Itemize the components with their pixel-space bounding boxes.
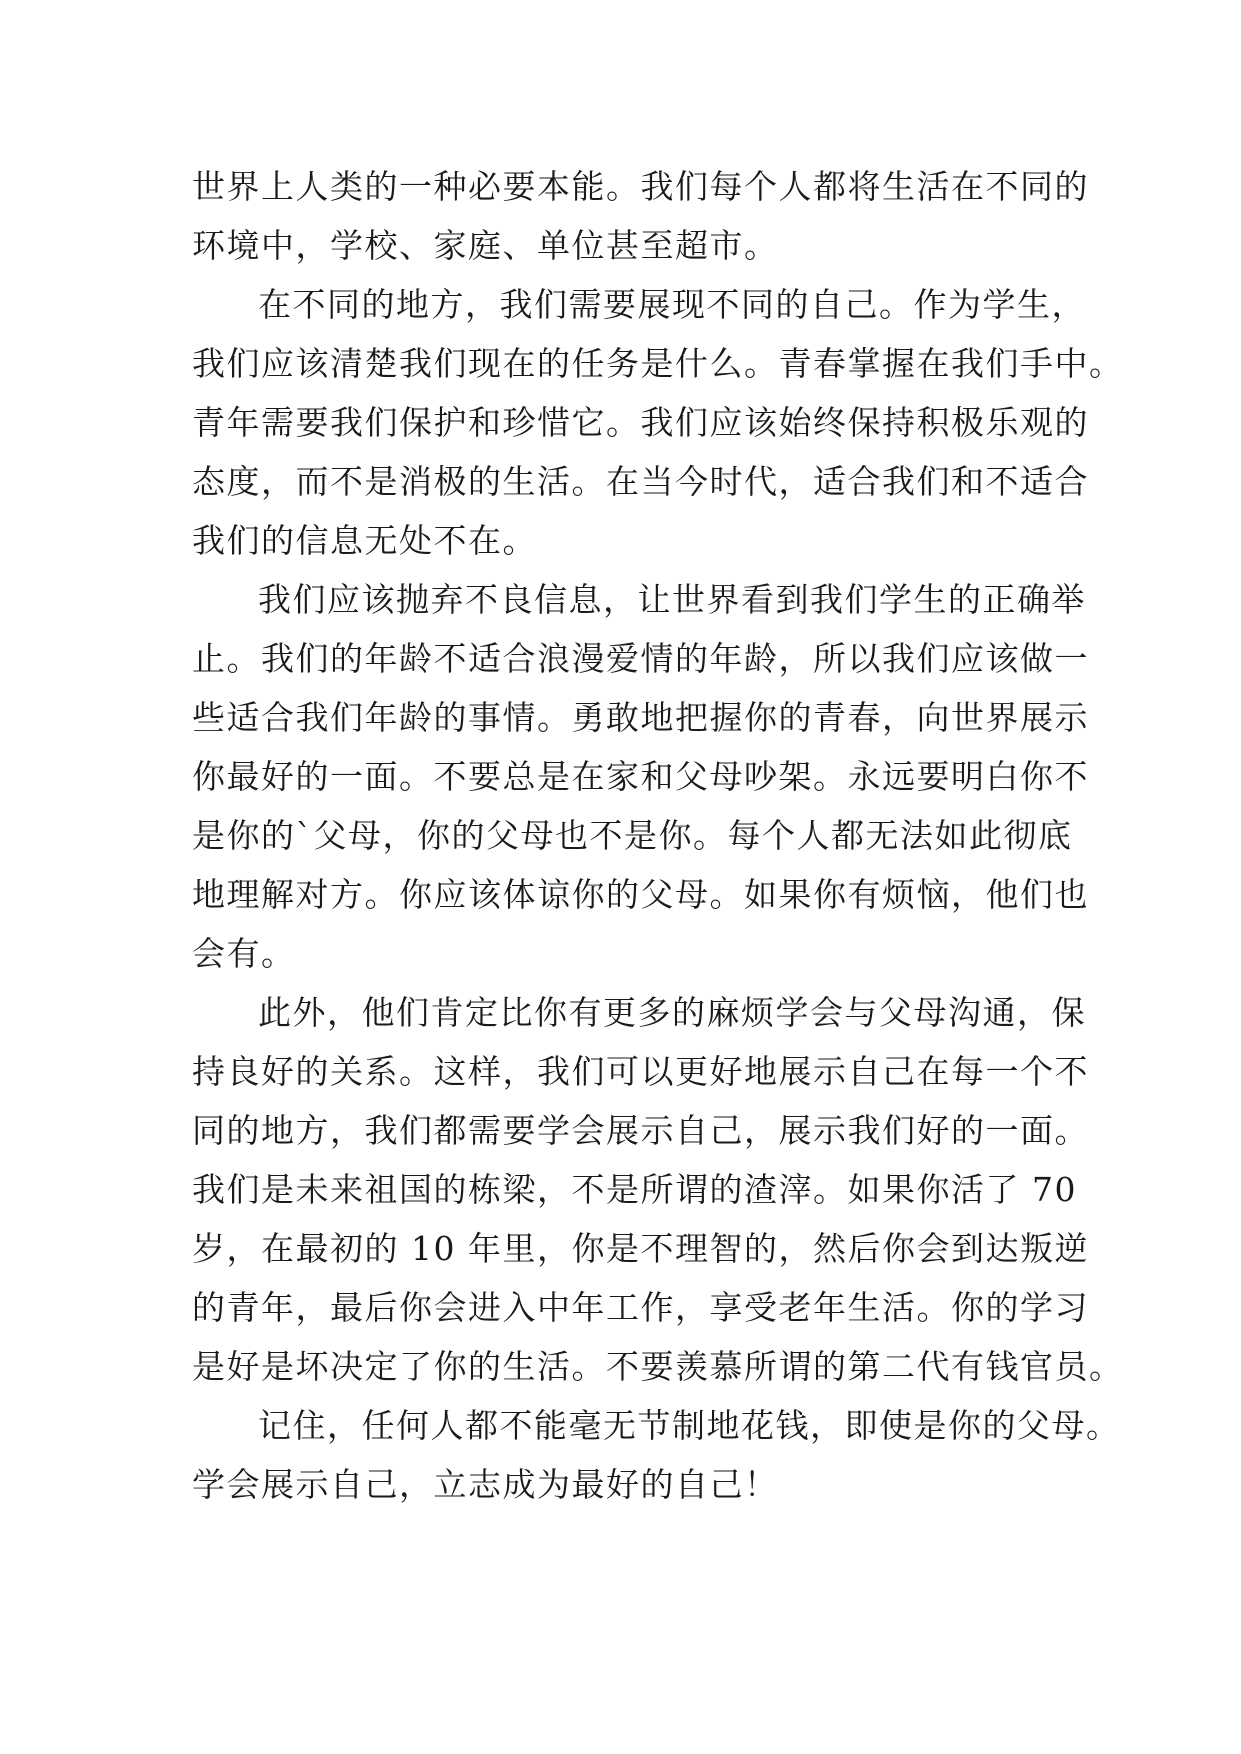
text-line: 是你的`父母，你的父母也不是你。每个人都无法如此彻底 bbox=[192, 816, 1073, 855]
text-line: 我们是未来祖国的栋梁，不是所谓的渣滓。如果你活了 70 bbox=[192, 1170, 1077, 1209]
text-line: 记住，任何人都不能毫无节制地花钱，即使是你的父母。 bbox=[258, 1406, 1121, 1445]
text-line: 些适合我们年龄的事情。勇敢地把握你的青春，向世界展示 bbox=[192, 698, 1089, 737]
text-line: 此外，他们肯定比你有更多的麻烦学会与父母沟通，保 bbox=[258, 993, 1086, 1032]
text-line: 持良好的关系。这样，我们可以更好地展示自己在每一个不 bbox=[192, 1052, 1089, 1091]
text-line: 地理解对方。你应该体谅你的父母。如果你有烦恼，他们也 bbox=[192, 875, 1089, 914]
text-line: 在不同的地方，我们需要展现不同的自己。作为学生， bbox=[258, 285, 1086, 324]
text-line: 世界上人类的一种必要本能。我们每个人都将生活在不同的 bbox=[192, 167, 1089, 206]
text-line: 我们应该抛弃不良信息，让世界看到我们学生的正确举 bbox=[258, 580, 1086, 619]
text-line: 环境中，学校、家庭、单位甚至超市。 bbox=[192, 226, 779, 265]
text-line: 青年需要我们保护和珍惜它。我们应该始终保持积极乐观的 bbox=[192, 403, 1089, 442]
text-line: 我们应该清楚我们现在的任务是什么。青春掌握在我们手中。 bbox=[192, 344, 1124, 383]
text-line: 的青年，最后你会进入中年工作，享受老年生活。你的学习 bbox=[192, 1288, 1089, 1327]
text-line: 学会展示自己，立志成为最好的自己！ bbox=[192, 1465, 779, 1504]
text-line: 同的地方，我们都需要学会展示自己，展示我们好的一面。 bbox=[192, 1111, 1089, 1150]
body-text bbox=[192, 157, 1124, 1514]
text-line: 我们的信息无处不在。 bbox=[192, 521, 537, 560]
text-line: 你最好的一面。不要总是在家和父母吵架。永远要明白你不 bbox=[192, 757, 1089, 796]
text-line: 态度，而不是消极的生活。在当今时代，适合我们和不适合 bbox=[192, 462, 1089, 501]
text-line: 是好是坏决定了你的生活。不要羡慕所谓的第二代有钱官员。 bbox=[192, 1347, 1124, 1386]
text-line: 岁，在最初的 10 年里，你是不理智的，然后你会到达叛逆 bbox=[192, 1229, 1089, 1268]
text-line: 止。我们的年龄不适合浪漫爱情的年龄，所以我们应该做一 bbox=[192, 639, 1089, 678]
text-line: 会有。 bbox=[192, 934, 296, 973]
